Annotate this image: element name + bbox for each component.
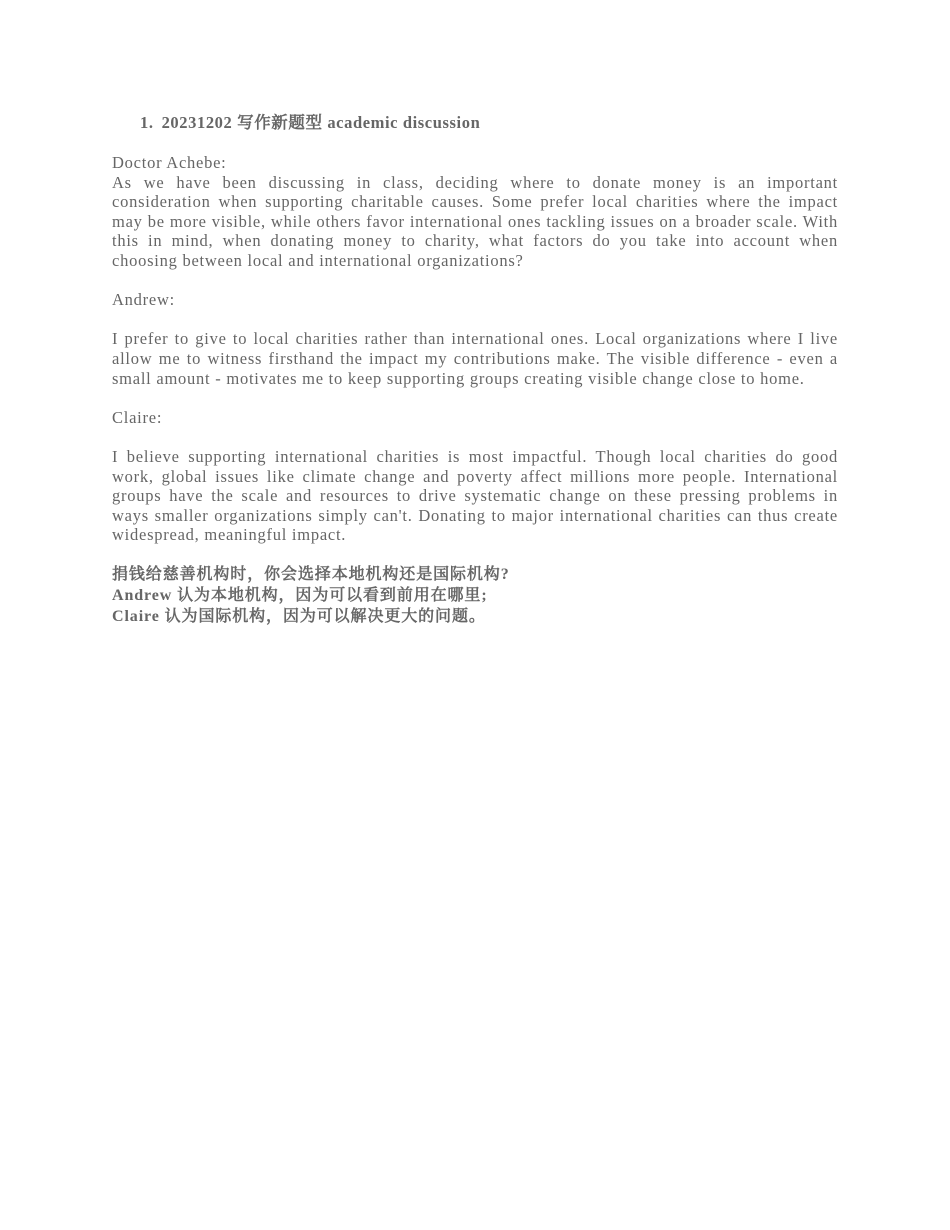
document-page (112, 112, 838, 627)
professor-name: Doctor Achebe: (112, 153, 227, 172)
student-response-andrew: I prefer to give to local charities rather than international ones. Local organizations where I live allow me to witness firsthand the impact my contributions make. The visible difference - even a small amount - motivates me to keep supporting groups creating visible change close to home. (112, 329, 838, 388)
summary-andrew: Andrew 认为本地机构，因为可以看到前用在哪里; (112, 587, 488, 605)
summary-question: 捐钱给慈善机构时，你会选择本地机构还是国际机构? (112, 566, 510, 584)
spacer (112, 310, 838, 330)
student-name-andrew: Andrew: (112, 290, 175, 310)
question-heading (140, 112, 838, 134)
heading-text: 20231202 写作新题型 academic discussion (161, 113, 481, 132)
spacer (112, 427, 838, 447)
student-response-claire: I believe supporting international charities is most impactful. Though local charities do good work, global issues like climate change and poverty affect millions more people. International groups have the scale and resources to drive systematic change on these pressing problems in ways smaller organizations simply can't. Donating to major international charities can thus create widespread, meaningful impact. (112, 446, 838, 545)
professor-prompt: As we have been discussing in class, deciding where to donate money is an important consideration when supporting charitable causes. Some prefer local charities where the impact may be more visible, while others favor international ones tackling issues on a broader scale. With this in mind, when donating money to charity, what factors do you take into account when choosing between local and international organizations? (112, 172, 838, 270)
spacer (112, 271, 838, 291)
student-name-claire: Claire: (112, 407, 163, 427)
spacer (112, 545, 838, 565)
spacer (112, 388, 838, 408)
list-number: 1. (140, 113, 154, 132)
summary-claire: Claire 认为国际机构，因为可以解决更大的问题。 (112, 608, 486, 626)
